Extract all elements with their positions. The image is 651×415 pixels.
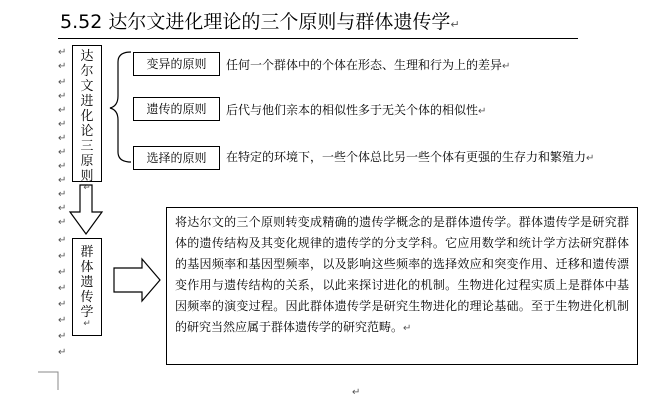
paragraph-mark: ↵: [83, 183, 91, 193]
paragraph-mark: ↵: [58, 331, 67, 342]
paragraph-mark: ↵: [58, 91, 67, 102]
vertical-char: 三: [80, 139, 94, 154]
population-genetics-box: [72, 238, 102, 336]
vertical-char: 传: [80, 290, 94, 305]
paragraph-mark: ↵: [83, 319, 91, 329]
heredity-principle-label: 遗传的原则: [146, 102, 207, 116]
paragraph-mark: ↵: [58, 217, 67, 228]
paragraph-mark: ↵: [58, 61, 67, 72]
vertical-char: 论: [80, 124, 94, 139]
paragraph-mark: ↵: [58, 347, 67, 358]
paragraph-mark: ↵: [58, 251, 67, 262]
vertical-char: 文: [80, 79, 94, 94]
selection-principle-box: [133, 146, 220, 170]
vertical-char: 则: [80, 169, 94, 184]
selection-principle-label: 选择的原则: [146, 151, 207, 165]
paragraph-mark: ↵: [58, 47, 67, 58]
variation-principle-label: 变异的原则: [146, 57, 207, 71]
paragraph-mark: ↵: [58, 105, 67, 116]
population-genetics-label: [73, 239, 101, 329]
paragraph-mark: ↵: [58, 299, 67, 310]
vertical-char: 原: [80, 154, 94, 169]
paragraph-mark: ↵: [58, 77, 67, 88]
explanation-box: 将达尔文的三个原则转变成精确的遗传学概念的是群体遗传学。群体遗传学是研究群体的遗传结构及其变化规律的遗传学的分支学科。它应用数学和统计学方法研究群体的基因频率和基因型频率，以及影响这些频率的选择效应和突变作用、迁移和遗传漂变作用与遗传结构的关系，以此来探讨进化的机制。生物进化过程实质上是群体中基因频率的演变过程。因此群体遗传学是研究生物进化的理论基础。至于生物进化机制的研究当然应属于群体遗传学的研究范畴。↵: [166, 207, 638, 365]
vertical-char: 群: [80, 245, 94, 260]
paragraph-mark: ↵: [58, 147, 67, 158]
right-arrow-icon: [114, 259, 160, 301]
paragraph-mark: ↵: [58, 203, 67, 214]
vertical-char: 体: [80, 260, 94, 275]
paragraph-mark: ↵: [58, 119, 67, 130]
paragraph-mark: ↵: [58, 283, 67, 294]
paragraph-mark: ↵: [58, 175, 67, 186]
paragraph-mark: ↵: [58, 133, 67, 144]
paragraph-mark: ↵: [58, 315, 67, 326]
explanation-text: 将达尔文的三个原则转变成精确的遗传学概念的是群体遗传学。群体遗传学是研究群体的遗传结构及其变化规律的遗传学的分支学科。它应用数学和统计学方法研究群体的基因频率和基因型频率，以及影响这些频率的选择效应和突变作用、迁移和遗传漂变作用与遗传结构的关系，以此来探讨进化的机制。生物进化过程实质上是群体中基因频率的演变过程。因此群体遗传学是研究生物进化的理论基础。至于生物进化机制的研究当然应属于群体遗传学的研究范畴。: [175, 215, 629, 334]
brace-icon: [110, 52, 131, 162]
darwin-theory-box: [72, 45, 102, 193]
paragraph-mark: ↵: [450, 18, 460, 31]
page-title: 5.52 达尔文进化理论的三个原则与群体遗传学↵: [60, 11, 460, 33]
vertical-char: 达: [80, 49, 94, 64]
paragraph-mark: ↵: [58, 235, 67, 246]
selection-principle-description: 在特定的环境下，一些个体总比另一些个体有更强的生存力和繁殖力↵: [226, 150, 595, 164]
paragraph-mark: ↵: [58, 267, 67, 278]
heredity-principle-box: [133, 97, 220, 121]
vertical-char: 尔: [80, 64, 94, 79]
paragraph-mark: ↵: [58, 161, 67, 172]
page-corner-mark: [38, 372, 58, 390]
vertical-char: 遗: [80, 275, 94, 290]
vertical-char: 化: [80, 109, 94, 124]
darwin-theory-label: [73, 46, 101, 193]
paragraph-mark: ↵: [58, 189, 67, 200]
vertical-char: 进: [80, 94, 94, 109]
variation-principle-description: 任何一个群体中的个体在形态、生理和行为上的差异↵: [226, 58, 511, 72]
variation-principle-box: [133, 52, 220, 76]
vertical-char: 学: [80, 305, 94, 320]
paragraph-mark: ↵: [352, 387, 361, 398]
heredity-principle-description: 后代与他们亲本的相似性多于无关个体的相似性↵: [226, 103, 487, 117]
